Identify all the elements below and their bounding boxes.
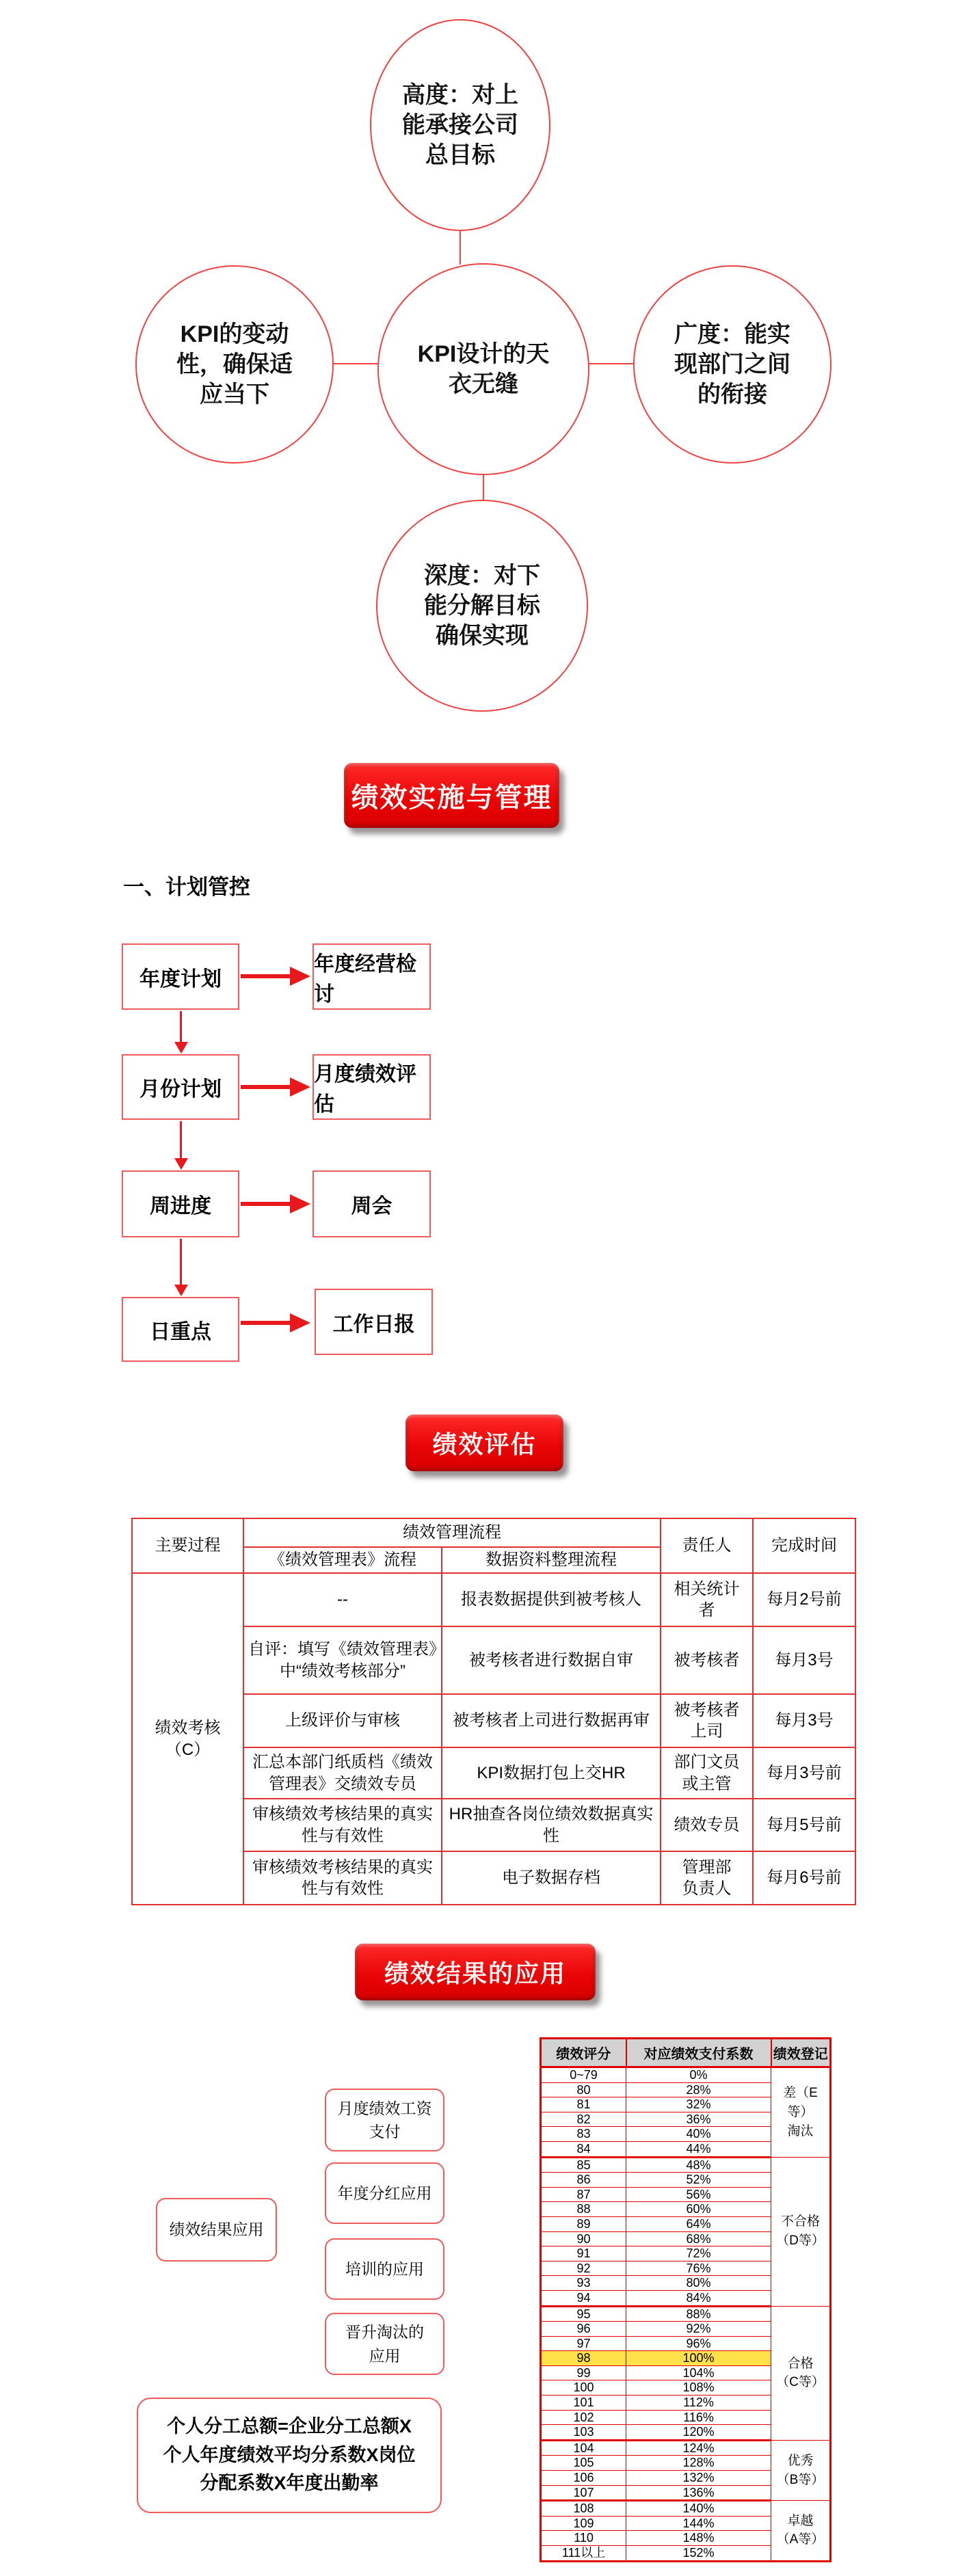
coef-value: 96% — [626, 2336, 771, 2351]
process-cell-dataflow: KPI数据打包上交HR — [442, 1747, 661, 1799]
process-cell-flow: 审核绩效考核结果的真实性与有效性 — [243, 1799, 442, 1851]
coef-value: 88% — [626, 2306, 771, 2322]
connector-center-right — [589, 363, 634, 364]
process-cell-time: 每月3号前 — [753, 1747, 855, 1799]
flow-box-daily-focus: 日重点 — [122, 1297, 239, 1362]
coef-value: 84% — [626, 2290, 771, 2306]
coef-value: 100% — [626, 2351, 771, 2366]
coef-value: 140% — [626, 2501, 771, 2517]
grade-label: 优秀 （B等） — [771, 2440, 831, 2500]
coef-value: 72% — [626, 2246, 771, 2262]
plan-control-heading: 一、计划管控 — [123, 875, 250, 899]
score-row — [541, 2157, 831, 2173]
score-value: 0~79 — [541, 2067, 626, 2083]
banner-performance-evaluation: 绩效评估 — [405, 1414, 563, 1471]
coef-value: 64% — [626, 2216, 771, 2231]
coef-value: 0% — [626, 2067, 771, 2083]
coef-header: 对应绩效支付系数 — [626, 2039, 771, 2067]
coef-value: 40% — [626, 2127, 771, 2142]
process-cell-resp: 绩效专员 — [661, 1799, 753, 1851]
score-value: 86 — [541, 2173, 626, 2188]
process-col-sub2-header: 数据资料整理流程 — [442, 1547, 661, 1573]
process-cell-time: 每月3号 — [753, 1626, 855, 1694]
arrow-down-3 — [180, 1239, 182, 1285]
coef-value: 52% — [626, 2173, 771, 2188]
score-value: 94 — [541, 2290, 626, 2306]
score-value: 88 — [541, 2202, 626, 2217]
process-cell-resp: 相关统计 者 — [661, 1573, 753, 1626]
bonus-formula-box: 个人分工总额=企业分工总额X 个人年度绩效平均分系数X岗位 分配系数X年度出勤率 — [137, 2398, 442, 2513]
score-value: 98 — [541, 2351, 626, 2366]
flow-box-monthly-eval: 月度绩效评估 — [312, 1054, 431, 1120]
process-cell-flow: -- — [243, 1573, 442, 1626]
score-value: 104 — [541, 2440, 626, 2456]
coef-value: 68% — [626, 2231, 771, 2246]
process-cell-flow: 汇总本部门纸质档《绩效管理表》交绩效专员 — [243, 1747, 442, 1799]
flow-box-annual-plan: 年度计划 — [122, 943, 239, 1010]
score-value: 105 — [541, 2456, 626, 2471]
score-value: 96 — [541, 2322, 626, 2337]
flow-box-weekly-progress: 周进度 — [122, 1170, 239, 1237]
process-cell-dataflow: HR抽查各岗位绩效数据真实性 — [442, 1799, 661, 1851]
score-value: 107 — [541, 2485, 626, 2501]
score-value: 81 — [541, 2097, 626, 2112]
app-box-training: 培训的应用 — [325, 2238, 444, 2300]
arrow-daily — [241, 1321, 290, 1325]
score-value: 110 — [541, 2531, 626, 2546]
connector-left-center — [333, 363, 378, 364]
score-value: 95 — [541, 2306, 626, 2322]
coef-value: 120% — [626, 2425, 771, 2441]
coef-value: 36% — [626, 2112, 771, 2127]
process-cell-resp: 管理部 负责人 — [661, 1851, 753, 1905]
score-value: 89 — [541, 2216, 626, 2231]
coef-value: 104% — [626, 2365, 771, 2380]
process-col-sub1-header: 《绩效管理表》流程 — [243, 1547, 442, 1573]
coef-value: 148% — [626, 2531, 771, 2546]
score-value: 109 — [541, 2516, 626, 2531]
score-value: 108 — [541, 2501, 626, 2517]
score-row — [541, 2306, 831, 2322]
score-value: 111以上 — [541, 2546, 626, 2562]
coef-value: 124% — [626, 2440, 771, 2456]
process-cell-time: 每月6号前 — [753, 1851, 855, 1905]
coef-value: 92% — [626, 2322, 771, 2337]
score-row — [541, 2067, 831, 2083]
flow-box-daily-report: 工作日报 — [315, 1289, 433, 1355]
process-table — [131, 1518, 856, 1905]
flow-box-weekly-meeting: 周会 — [312, 1170, 431, 1237]
arrow-monthly — [241, 1085, 290, 1089]
grade-label: 卓越 （A等） — [771, 2501, 831, 2561]
circle-breadth: 广度：能实 现部门之间 的衔接 — [633, 265, 832, 464]
score-value: 101 — [541, 2396, 626, 2411]
score-value: 80 — [541, 2082, 626, 2097]
process-cell-time: 每月5号前 — [753, 1799, 855, 1851]
process-cell-resp: 被考核者 上司 — [661, 1694, 753, 1747]
process-cell-dataflow: 电子数据存档 — [442, 1851, 661, 1905]
score-table-header-row — [541, 2039, 831, 2067]
process-cell-flow: 审核绩效考核结果的真实性与有效性 — [243, 1851, 442, 1905]
arrow-annual — [241, 974, 290, 978]
coef-value: 144% — [626, 2516, 771, 2531]
coef-value: 132% — [626, 2471, 771, 2486]
coef-value: 76% — [626, 2261, 771, 2276]
score-value: 106 — [541, 2471, 626, 2486]
score-value: 99 — [541, 2365, 626, 2380]
score-value: 100 — [541, 2380, 626, 2396]
circle-kpi-design-center: KPI设计的天 衣无缝 — [377, 263, 589, 475]
app-box-annual-bonus: 年度分红应用 — [325, 2162, 444, 2224]
score-value: 87 — [541, 2187, 626, 2202]
circle-depth: 深度：对下 能分解目标 确保实现 — [376, 500, 588, 712]
score-value: 102 — [541, 2410, 626, 2425]
coef-value: 44% — [626, 2141, 771, 2157]
result-application-hub: 绩效结果应用 — [156, 2198, 277, 2262]
process-col-resp-header: 责任人 — [661, 1518, 753, 1573]
process-col-group-header: 绩效管理流程 — [243, 1518, 661, 1547]
app-box-monthly-salary: 月度绩效工资 支付 — [325, 2089, 444, 2151]
score-value: 92 — [541, 2261, 626, 2276]
flow-box-monthly-plan: 月份计划 — [122, 1054, 239, 1120]
process-cell-time: 每月3号 — [753, 1694, 855, 1747]
coef-value: 80% — [626, 2276, 771, 2291]
app-box-promotion: 晋升淘汰的 应用 — [325, 2313, 444, 2375]
arrow-down-2 — [180, 1121, 182, 1159]
circle-kpi-variability: KPI的变动 性，确保适 应当下 — [135, 265, 334, 464]
grade-label: 不合格 （D等） — [771, 2157, 831, 2306]
process-cell-time: 每月2号前 — [753, 1573, 855, 1626]
circle-height-goal: 高度：对上 能承接公司 总目标 — [370, 19, 550, 231]
connector-center-bottom — [483, 474, 484, 500]
coef-value: 28% — [626, 2082, 771, 2097]
process-cell-dataflow: 被考核者上司进行数据再审 — [442, 1694, 661, 1747]
coef-value: 48% — [626, 2157, 771, 2173]
coef-value: 136% — [626, 2485, 771, 2501]
process-cell-resp: 部门文员 或主管 — [661, 1747, 753, 1799]
score-row — [541, 2440, 831, 2456]
process-cell-resp: 被考核者 — [661, 1626, 753, 1694]
coef-value: 32% — [626, 2097, 771, 2112]
process-cell-dataflow: 报表数据提供到被考核人 — [442, 1573, 661, 1626]
grade-label: 差（E等） 淘汰 — [771, 2067, 831, 2158]
grade-label: 合格 （C等） — [771, 2306, 831, 2440]
coef-value: 152% — [626, 2546, 771, 2562]
coef-value: 56% — [626, 2187, 771, 2202]
score-value: 84 — [541, 2141, 626, 2157]
score-value: 91 — [541, 2246, 626, 2262]
score-value: 85 — [541, 2157, 626, 2173]
coef-value: 108% — [626, 2380, 771, 2396]
score-value: 90 — [541, 2231, 626, 2246]
score-value: 93 — [541, 2276, 626, 2291]
banner-performance-implementation: 绩效实施与管理 — [344, 763, 559, 828]
coef-value: 128% — [626, 2456, 771, 2471]
process-col-main-header: 主要过程 — [132, 1518, 243, 1573]
arrow-weekly — [241, 1202, 290, 1206]
coef-value: 112% — [626, 2396, 771, 2411]
score-header: 绩效评分 — [541, 2039, 626, 2067]
score-table — [540, 2037, 832, 2562]
score-table-body — [541, 2067, 831, 2562]
coef-value: 60% — [626, 2202, 771, 2217]
connector-top-center — [460, 231, 461, 265]
score-value: 83 — [541, 2127, 626, 2142]
process-cell-flow: 上级评价与审核 — [243, 1694, 442, 1747]
process-cell-dataflow: 被考核者进行数据自审 — [442, 1626, 661, 1694]
banner-result-application: 绩效结果的应用 — [355, 1944, 596, 2000]
process-cell-flow: 自评：填写《绩效管理表》中“绩效考核部分” — [243, 1626, 442, 1694]
score-row — [541, 2501, 831, 2517]
coef-value: 116% — [626, 2410, 771, 2425]
process-col-time-header: 完成时间 — [753, 1518, 855, 1573]
score-value: 82 — [541, 2112, 626, 2127]
score-value: 97 — [541, 2336, 626, 2351]
flow-box-annual-review: 年度经营检讨 — [312, 943, 431, 1010]
grade-header: 绩效登记 — [771, 2039, 831, 2067]
score-value: 103 — [541, 2425, 626, 2441]
process-row-label: 绩效考核 （C） — [132, 1573, 243, 1905]
arrow-down-1 — [180, 1011, 182, 1043]
